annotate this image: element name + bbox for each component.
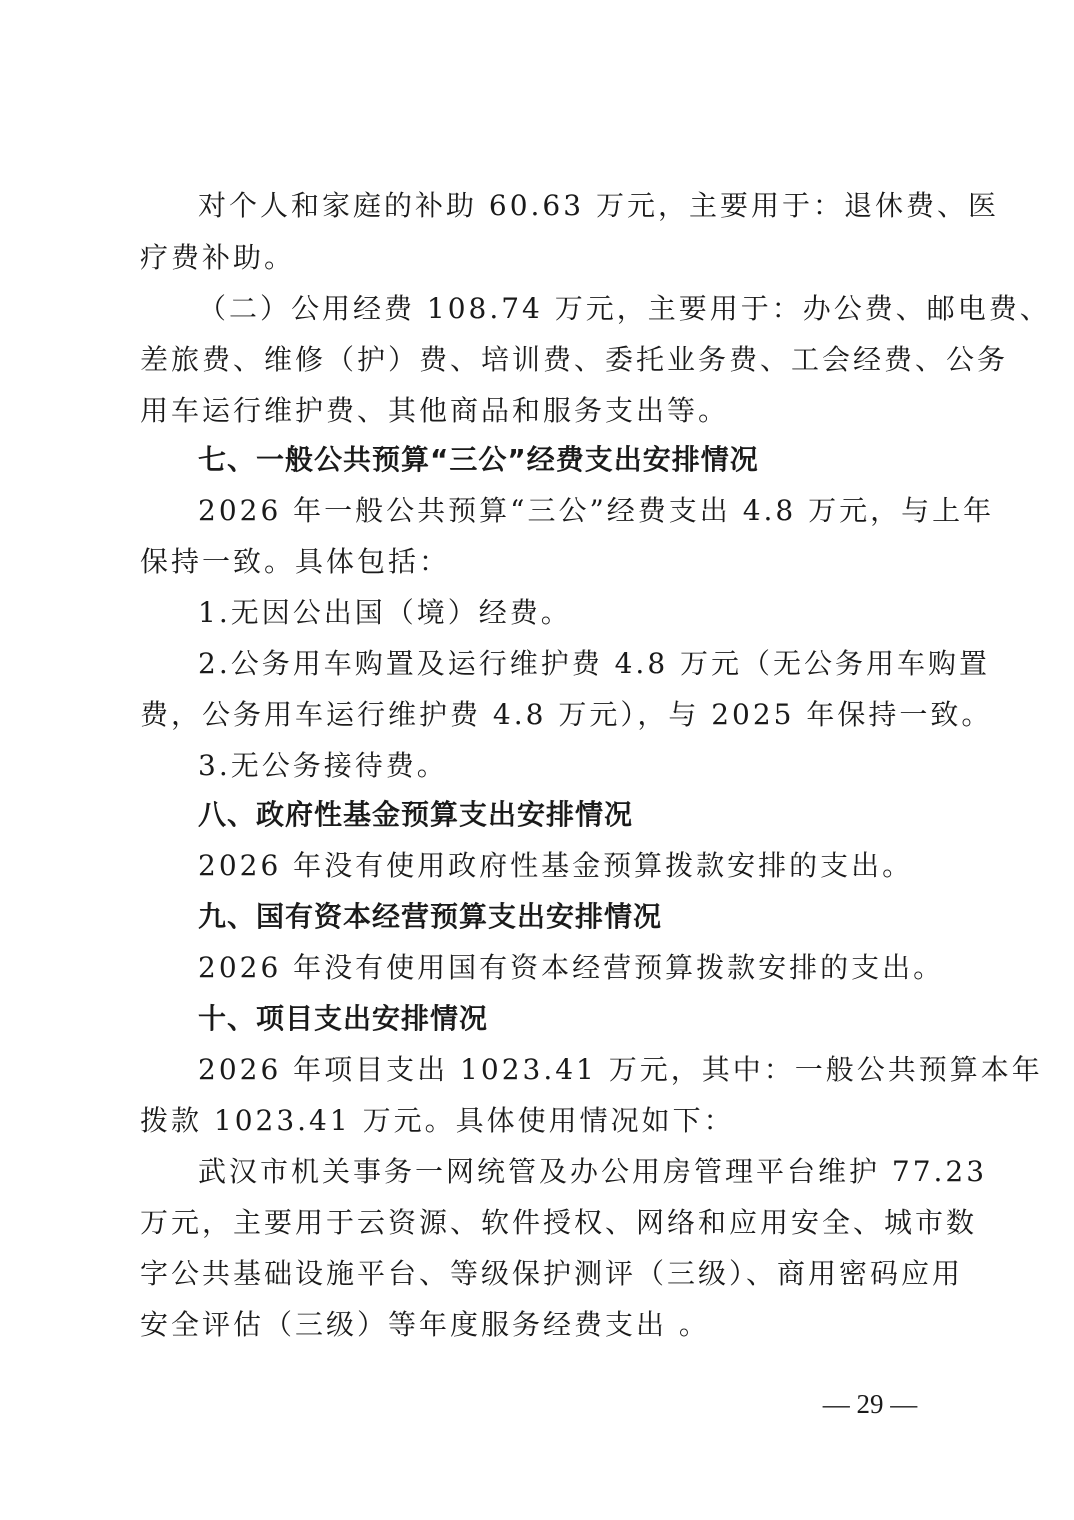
paragraph-line: 拨款 1023.41 万元。具体使用情况如下： (140, 1104, 735, 1137)
section-heading: 九、国有资本经营预算支出安排情况 (198, 900, 663, 933)
section-heading: 七、一般公共预算“三公”经费支出安排情况 (198, 443, 759, 476)
section-heading: 十、项目支出安排情况 (198, 1002, 489, 1035)
paragraph-line: 2026 年没有使用政府性基金预算拨款安排的支出。 (198, 849, 914, 882)
paragraph-line: 2026 年一般公共预算“三公”经费支出 4.8 万元，与上年 (198, 494, 995, 527)
paragraph-line: 2026 年没有使用国有资本经营预算拨款安排的支出。 (198, 951, 945, 984)
list-item: 2.公务用车购置及运行维护费 4.8 万元（无公务用车购置 (198, 647, 991, 680)
page-number: — 29 — (822, 1389, 918, 1419)
list-item: 3.无公务接待费。 (198, 749, 448, 782)
paragraph-line: 疗费补助。 (140, 241, 296, 274)
section-heading: 八、政府性基金预算支出安排情况 (198, 798, 634, 831)
paragraph-line: （二）公用经费 108.74 万元，主要用于：办公费、邮电费、 (198, 292, 1051, 325)
paragraph-line: 2026 年项目支出 1023.41 万元，其中：一般公共预算本年 (198, 1053, 1043, 1086)
paragraph-line: 费，公务用车运行维护费 4.8 万元），与 2025 年保持一致。 (140, 698, 993, 731)
paragraph-line: 用车运行维护费、其他商品和服务支出等。 (140, 394, 730, 427)
paragraph-line: 武汉市机关事务一网统管及办公用房管理平台维护 77.23 (198, 1155, 988, 1188)
paragraph-line: 保持一致。具体包括： (140, 545, 451, 578)
list-item: 1.无因公出国（境）经费。 (198, 596, 572, 629)
paragraph-line: 对个人和家庭的补助 60.63 万元，主要用于：退休费、医 (198, 189, 999, 222)
paragraph-line: 安全评估（三级）等年度服务经费支出 。 (140, 1308, 710, 1341)
paragraph-line: 字公共基础设施平台、等级保护测评（三级）、商用密码应用 (140, 1257, 964, 1290)
paragraph-line: 万元，主要用于云资源、软件授权、网络和应用安全、城市数 (140, 1206, 978, 1239)
paragraph-line: 差旅费、维修（护）费、培训费、委托业务费、工会经费、公务 (140, 343, 1009, 376)
